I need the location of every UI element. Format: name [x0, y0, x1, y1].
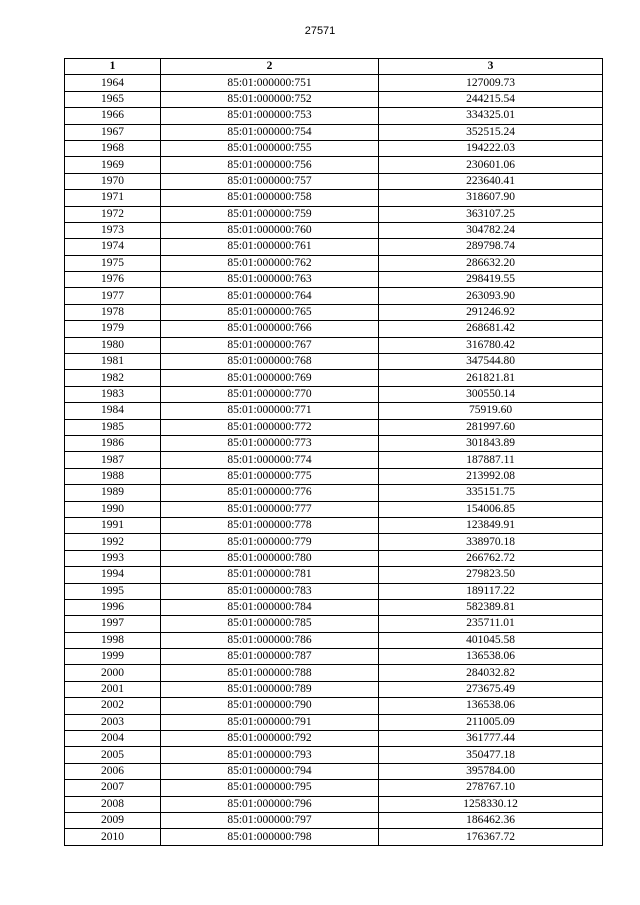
cadastral-number-cell: 85:01:000000:791 [161, 714, 379, 730]
value-cell: 268681.42 [379, 321, 603, 337]
cadastral-number-cell: 85:01:000000:795 [161, 780, 379, 796]
row-number-cell: 2007 [65, 780, 161, 796]
table-row [65, 321, 603, 337]
table-row [65, 698, 603, 714]
cadastral-number-cell: 85:01:000000:797 [161, 812, 379, 828]
cadastral-number-cell: 85:01:000000:798 [161, 829, 379, 845]
table-row [65, 354, 603, 370]
cadastral-number-cell: 85:01:000000:769 [161, 370, 379, 386]
table-row [65, 337, 603, 353]
cadastral-number-cell: 85:01:000000:775 [161, 468, 379, 484]
table-row [65, 157, 603, 173]
cadastral-number-cell: 85:01:000000:765 [161, 304, 379, 320]
cadastral-number-cell: 85:01:000000:764 [161, 288, 379, 304]
row-number-cell: 1993 [65, 550, 161, 566]
table-row [65, 599, 603, 615]
value-cell: 136538.06 [379, 649, 603, 665]
row-number-cell: 1989 [65, 485, 161, 501]
value-cell: 363107.25 [379, 206, 603, 222]
value-cell: 123849.91 [379, 517, 603, 533]
row-number-cell: 2008 [65, 796, 161, 812]
table-row [65, 140, 603, 156]
cadastral-number-cell: 85:01:000000:770 [161, 386, 379, 402]
value-cell: 279823.50 [379, 567, 603, 583]
value-cell: 273675.49 [379, 681, 603, 697]
row-number-cell: 1985 [65, 419, 161, 435]
value-cell: 281997.60 [379, 419, 603, 435]
cadastral-number-cell: 85:01:000000:757 [161, 173, 379, 189]
value-cell: 213992.08 [379, 468, 603, 484]
value-cell: 316780.42 [379, 337, 603, 353]
row-number-cell: 1983 [65, 386, 161, 402]
cadastral-number-cell: 85:01:000000:766 [161, 321, 379, 337]
cadastral-number-cell: 85:01:000000:751 [161, 75, 379, 91]
row-number-cell: 1969 [65, 157, 161, 173]
cadastral-number-cell: 85:01:000000:778 [161, 517, 379, 533]
column-header-3: 3 [379, 59, 603, 75]
value-cell: 223640.41 [379, 173, 603, 189]
row-number-cell: 1980 [65, 337, 161, 353]
table-row [65, 632, 603, 648]
value-cell: 335151.75 [379, 485, 603, 501]
table-row [65, 75, 603, 91]
row-number-cell: 2010 [65, 829, 161, 845]
table-row [65, 501, 603, 517]
cadastral-number-cell: 85:01:000000:776 [161, 485, 379, 501]
row-number-cell: 2003 [65, 714, 161, 730]
row-number-cell: 1990 [65, 501, 161, 517]
table-row [65, 239, 603, 255]
cadastral-number-cell: 85:01:000000:753 [161, 108, 379, 124]
value-cell: 304782.24 [379, 222, 603, 238]
row-number-cell: 1994 [65, 567, 161, 583]
table-row [65, 304, 603, 320]
value-cell: 284032.82 [379, 665, 603, 681]
cadastral-number-cell: 85:01:000000:790 [161, 698, 379, 714]
value-cell: 235711.01 [379, 616, 603, 632]
value-cell: 334325.01 [379, 108, 603, 124]
table-row [65, 173, 603, 189]
row-number-cell: 1988 [65, 468, 161, 484]
row-number-cell: 1984 [65, 403, 161, 419]
cadastral-number-cell: 85:01:000000:768 [161, 354, 379, 370]
cadastral-number-cell: 85:01:000000:767 [161, 337, 379, 353]
row-number-cell: 2000 [65, 665, 161, 681]
table-row [65, 812, 603, 828]
value-cell: 186462.36 [379, 812, 603, 828]
row-number-cell: 1976 [65, 272, 161, 288]
table-row [65, 206, 603, 222]
value-cell: 278767.10 [379, 780, 603, 796]
table-row [65, 731, 603, 747]
value-cell: 189117.22 [379, 583, 603, 599]
cadastral-number-cell: 85:01:000000:793 [161, 747, 379, 763]
row-number-cell: 1991 [65, 517, 161, 533]
table-row [65, 763, 603, 779]
value-cell: 300550.14 [379, 386, 603, 402]
row-number-cell: 1982 [65, 370, 161, 386]
value-cell: 291246.92 [379, 304, 603, 320]
table-row [65, 649, 603, 665]
table-row [65, 665, 603, 681]
row-number-cell: 1967 [65, 124, 161, 140]
table-row [65, 780, 603, 796]
table-row [65, 272, 603, 288]
row-number-cell: 1996 [65, 599, 161, 615]
value-cell: 263093.90 [379, 288, 603, 304]
value-cell: 582389.81 [379, 599, 603, 615]
table-row [65, 550, 603, 566]
value-cell: 286632.20 [379, 255, 603, 271]
row-number-cell: 1981 [65, 354, 161, 370]
cadastral-number-cell: 85:01:000000:783 [161, 583, 379, 599]
cadastral-number-cell: 85:01:000000:773 [161, 435, 379, 451]
row-number-cell: 2002 [65, 698, 161, 714]
row-number-cell: 1995 [65, 583, 161, 599]
row-number-cell: 1966 [65, 108, 161, 124]
value-cell: 261821.81 [379, 370, 603, 386]
cadastral-number-cell: 85:01:000000:763 [161, 272, 379, 288]
table-row [65, 190, 603, 206]
table-row [65, 567, 603, 583]
cadastral-number-cell: 85:01:000000:786 [161, 632, 379, 648]
cadastral-number-cell: 85:01:000000:752 [161, 91, 379, 107]
row-number-cell: 1992 [65, 534, 161, 550]
table-row [65, 468, 603, 484]
value-cell: 395784.00 [379, 763, 603, 779]
value-cell: 361777.44 [379, 731, 603, 747]
cadastral-number-cell: 85:01:000000:794 [161, 763, 379, 779]
value-cell: 187887.11 [379, 452, 603, 468]
cadastral-number-cell: 85:01:000000:787 [161, 649, 379, 665]
cadastral-number-cell: 85:01:000000:796 [161, 796, 379, 812]
table-row [65, 255, 603, 271]
row-number-cell: 1997 [65, 616, 161, 632]
row-number-cell: 1977 [65, 288, 161, 304]
data-table [64, 58, 603, 846]
cadastral-number-cell: 85:01:000000:772 [161, 419, 379, 435]
table-row [65, 714, 603, 730]
row-number-cell: 1979 [65, 321, 161, 337]
value-cell: 318607.90 [379, 190, 603, 206]
row-number-cell: 2006 [65, 763, 161, 779]
cadastral-number-cell: 85:01:000000:758 [161, 190, 379, 206]
value-cell: 347544.80 [379, 354, 603, 370]
table-row [65, 370, 603, 386]
table-row [65, 796, 603, 812]
value-cell: 1258330.12 [379, 796, 603, 812]
row-number-cell: 1975 [65, 255, 161, 271]
cadastral-number-cell: 85:01:000000:774 [161, 452, 379, 468]
cadastral-number-cell: 85:01:000000:759 [161, 206, 379, 222]
table-row [65, 747, 603, 763]
row-number-cell: 2004 [65, 731, 161, 747]
table-row [65, 616, 603, 632]
row-number-cell: 1971 [65, 190, 161, 206]
value-cell: 401045.58 [379, 632, 603, 648]
cadastral-number-cell: 85:01:000000:789 [161, 681, 379, 697]
row-number-cell: 2001 [65, 681, 161, 697]
value-cell: 211005.09 [379, 714, 603, 730]
value-cell: 75919.60 [379, 403, 603, 419]
value-cell: 289798.74 [379, 239, 603, 255]
row-number-cell: 1978 [65, 304, 161, 320]
table-row [65, 288, 603, 304]
value-cell: 338970.18 [379, 534, 603, 550]
cadastral-number-cell: 85:01:000000:771 [161, 403, 379, 419]
cadastral-number-cell: 85:01:000000:754 [161, 124, 379, 140]
table-row [65, 435, 603, 451]
row-number-cell: 1974 [65, 239, 161, 255]
cadastral-number-cell: 85:01:000000:792 [161, 731, 379, 747]
value-cell: 176367.72 [379, 829, 603, 845]
value-cell: 266762.72 [379, 550, 603, 566]
table-row [65, 91, 603, 107]
row-number-cell: 1968 [65, 140, 161, 156]
row-number-cell: 1987 [65, 452, 161, 468]
cadastral-number-cell: 85:01:000000:784 [161, 599, 379, 615]
cadastral-number-cell: 85:01:000000:762 [161, 255, 379, 271]
table-row [65, 386, 603, 402]
value-cell: 298419.55 [379, 272, 603, 288]
table-row [65, 829, 603, 845]
table-row [65, 222, 603, 238]
row-number-cell: 1999 [65, 649, 161, 665]
row-number-cell: 1998 [65, 632, 161, 648]
cadastral-number-cell: 85:01:000000:779 [161, 534, 379, 550]
value-cell: 350477.18 [379, 747, 603, 763]
row-number-cell: 1986 [65, 435, 161, 451]
table-row [65, 124, 603, 140]
table-row [65, 452, 603, 468]
value-cell: 127009.73 [379, 75, 603, 91]
row-number-cell: 1973 [65, 222, 161, 238]
cadastral-number-cell: 85:01:000000:755 [161, 140, 379, 156]
cadastral-number-cell: 85:01:000000:761 [161, 239, 379, 255]
row-number-cell: 1964 [65, 75, 161, 91]
table-row [65, 583, 603, 599]
row-number-cell: 1970 [65, 173, 161, 189]
cadastral-number-cell: 85:01:000000:780 [161, 550, 379, 566]
cadastral-number-cell: 85:01:000000:788 [161, 665, 379, 681]
cadastral-number-cell: 85:01:000000:756 [161, 157, 379, 173]
table-row [65, 485, 603, 501]
cadastral-number-cell: 85:01:000000:785 [161, 616, 379, 632]
row-number-cell: 1965 [65, 91, 161, 107]
value-cell: 154006.85 [379, 501, 603, 517]
cadastral-number-cell: 85:01:000000:760 [161, 222, 379, 238]
page-number: 27571 [304, 25, 336, 37]
table-row [65, 419, 603, 435]
table-body [65, 75, 603, 845]
table-row [65, 108, 603, 124]
table-header-row [65, 59, 603, 75]
table-row [65, 517, 603, 533]
column-header-1: 1 [65, 59, 161, 75]
table-row [65, 534, 603, 550]
value-cell: 230601.06 [379, 157, 603, 173]
row-number-cell: 1972 [65, 206, 161, 222]
row-number-cell: 2009 [65, 812, 161, 828]
value-cell: 244215.54 [379, 91, 603, 107]
value-cell: 301843.89 [379, 435, 603, 451]
column-header-2: 2 [161, 59, 379, 75]
cadastral-number-cell: 85:01:000000:777 [161, 501, 379, 517]
table-row [65, 681, 603, 697]
table-row [65, 403, 603, 419]
value-cell: 352515.24 [379, 124, 603, 140]
cadastral-number-cell: 85:01:000000:781 [161, 567, 379, 583]
row-number-cell: 2005 [65, 747, 161, 763]
value-cell: 136538.06 [379, 698, 603, 714]
value-cell: 194222.03 [379, 140, 603, 156]
